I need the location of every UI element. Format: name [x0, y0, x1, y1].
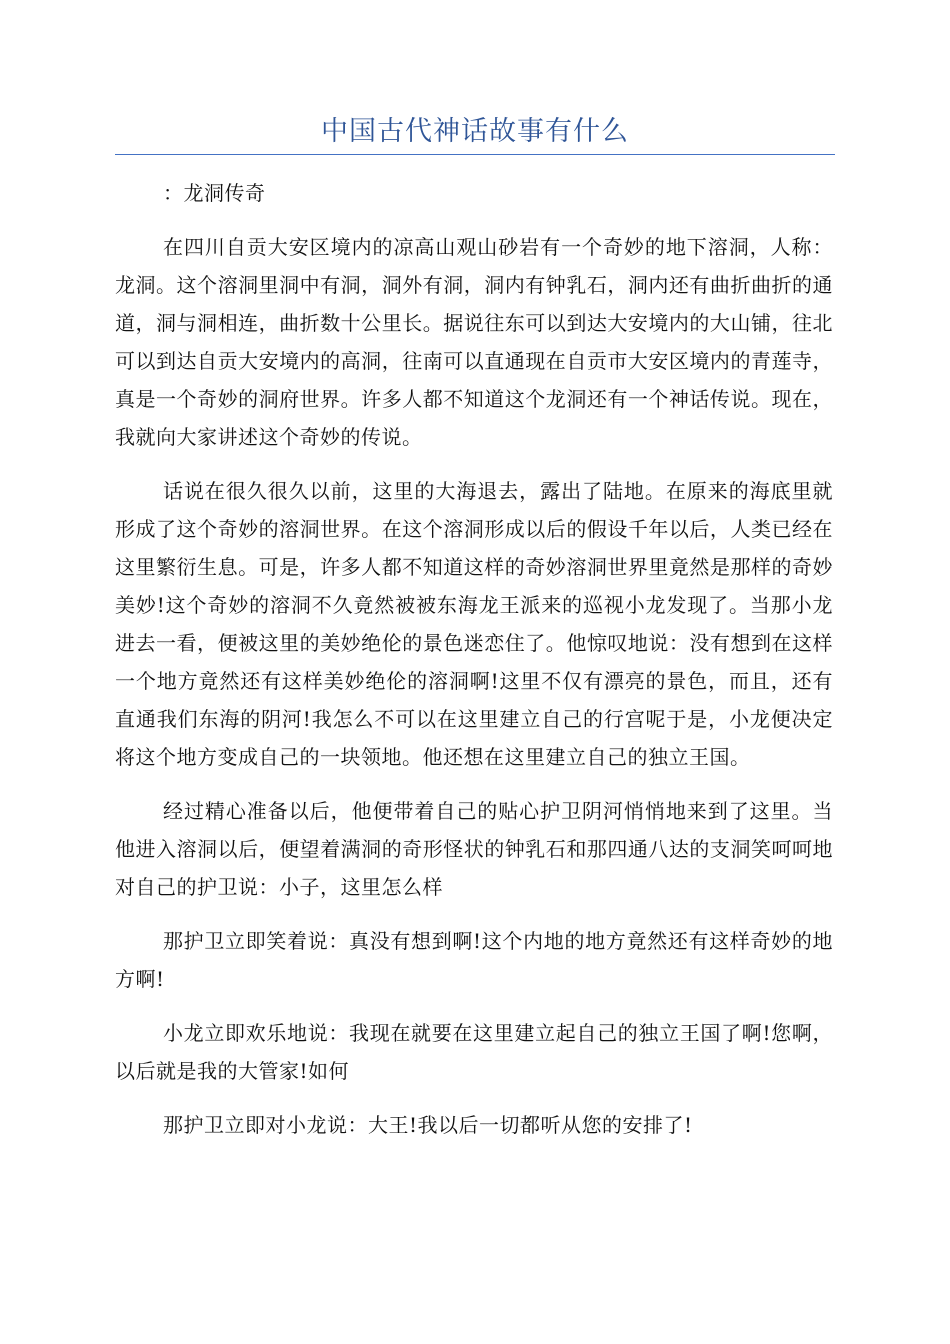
title-underline [115, 154, 835, 155]
document-subtitle: ：龙洞传奇 [163, 181, 266, 205]
document-title: 中国古代神话故事有什么 [321, 116, 629, 147]
paragraph-6: 那护卫立即对小龙说：大王!我以后一切都听从您的安排了! [163, 1113, 693, 1137]
paragraph-5: 小龙立即欢乐地说：我现在就要在这里建立起自己的独立王国了啊!您啊，以后就是我的大管家!如何 [115, 1021, 833, 1083]
document-body [115, 174, 833, 1144]
paragraph-1: 在四川自贡大安区境内的凉高山观山砂岩有一个奇妙的地下溶洞，人称：龙洞。这个溶洞里洞中有洞，洞外有洞，洞内有钟乳石，洞内还有曲折曲折的通道，洞与洞相连，曲折数十公里长。据说往东可以到达大安境内的大山铺，往北可以到达自贡大安境内的高洞，往南可以直通现在自贡市大安区境内的青莲寺，真是一个奇妙的洞府世界。许多人都不知道这个龙洞还有一个神话传说。现在，我就向大家讲述这个奇妙的传说。 [115, 235, 833, 449]
paragraph-2: 话说在很久很久以前，这里的大海退去，露出了陆地。在原来的海底里就形成了这个奇妙的溶洞世界。在这个溶洞形成以后的假设千年以后，人类已经在这里繁衍生息。可是，许多人都不知道这样的奇妙溶洞世界里竟然是那样的奇妙美妙!这个奇妙的溶洞不久竟然被被东海龙王派来的巡视小龙发现了。当那小龙进去一看，便被这里的美妙绝伦的景色迷恋住了。他惊叹地说：没有想到在这样一个地方竟然还有这样美妙绝伦的溶洞啊!这里不仅有漂亮的景色，而且，还有直通我们东海的阴河!我怎么不可以在这里建立自己的行宫呢于是，小龙便决定将这个地方变成自己的一块领地。他还想在这里建立自己的独立王国。 [115, 479, 833, 769]
paragraph-3: 经过精心准备以后，他便带着自己的贴心护卫阴河悄悄地来到了这里。当他进入溶洞以后，便望着满洞的奇形怪状的钟乳石和那四通八达的支洞笑呵呵地对自己的护卫说：小子，这里怎么样 [115, 799, 833, 899]
paragraph-4: 那护卫立即笑着说：真没有想到啊!这个内地的地方竟然还有这样奇妙的地方啊! [115, 929, 833, 991]
